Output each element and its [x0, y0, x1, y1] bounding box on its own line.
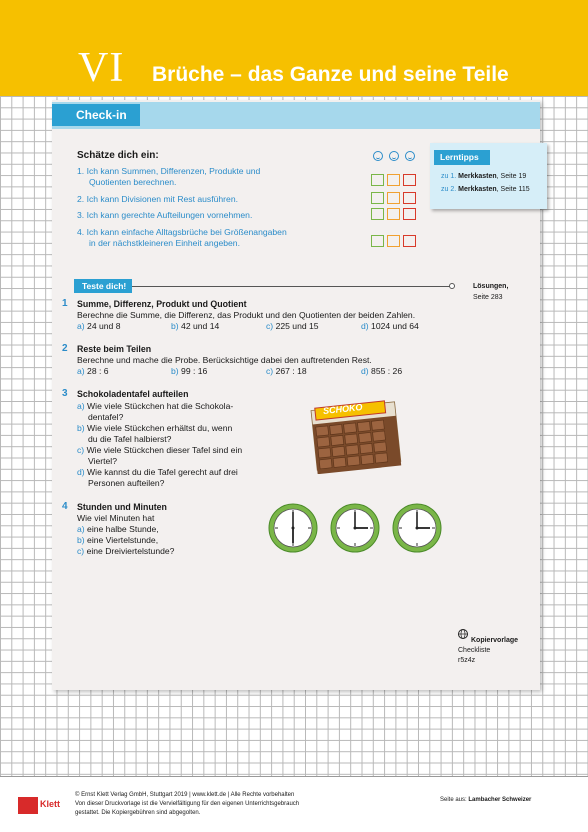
- option-label: c): [77, 445, 85, 455]
- line-text: Wie viele Stückchen erhältst du, wenn: [87, 423, 233, 433]
- option-label: d): [77, 467, 85, 477]
- chapter-header: [0, 0, 588, 96]
- clock-icon-three-quarter: [391, 502, 443, 554]
- task-text: Berechne die Summe, die Differenz, das Produkt und den Quotienten der beiden Zahlen.: [77, 310, 416, 320]
- footer-source: [440, 797, 531, 803]
- checkin-heading: Schätze dich ein:: [77, 150, 159, 161]
- option-value: eine halbe Stunde,: [87, 524, 159, 534]
- item-text: Ich kann Summen, Differenzen, Produkte und: [86, 166, 261, 176]
- option-label: b): [77, 423, 85, 433]
- task-number: 3: [62, 388, 68, 399]
- checkin-item-4: [77, 227, 287, 238]
- source-prefix: Seite aus:: [440, 797, 469, 803]
- arrow-circle-icon: [449, 283, 455, 289]
- option-label: a): [77, 401, 85, 411]
- checkin-item-1: [77, 166, 260, 177]
- option-value: 1024 und 64: [371, 321, 419, 331]
- lerntipps-title: Lerntipps: [434, 150, 490, 165]
- teste-tab: Teste dich!: [74, 279, 132, 293]
- line-text: Wie viele Stückchen hat die Schokola-: [87, 401, 234, 411]
- task-option: [77, 524, 159, 535]
- option-label: b): [171, 321, 179, 331]
- rating-box-orange[interactable]: [387, 174, 400, 186]
- task-number: 2: [62, 343, 68, 354]
- footer-line: © Ernst Klett Verlag GmbH, Stuttgart 2019 | www.klett.de | Alle Rechte vorbehalten: [75, 792, 295, 798]
- task-option: [361, 321, 419, 332]
- lerntipp-item[interactable]: [441, 173, 526, 180]
- rating-box-orange[interactable]: [387, 208, 400, 220]
- task-option: [266, 321, 319, 332]
- clock-icon-half-hour: [267, 502, 319, 554]
- lerntipp-prefix: zu 2.: [441, 186, 457, 193]
- option-label: c): [77, 546, 85, 556]
- option-label: a): [77, 524, 85, 534]
- option-label: a): [77, 321, 85, 331]
- smiley-icon: [389, 151, 399, 161]
- checkin-item-2: [77, 194, 238, 205]
- option-label: b): [171, 366, 179, 376]
- item-text: Ich kann Divisionen mit Rest ausführen.: [86, 194, 238, 204]
- rating-box-green[interactable]: [371, 235, 384, 247]
- item-number: 4.: [77, 227, 85, 237]
- task-intro: Wie viel Minuten hat: [77, 513, 155, 523]
- source-title: Lambacher Schweizer: [468, 797, 532, 803]
- checkin-item-3: [77, 210, 252, 221]
- option-label: d): [361, 366, 369, 376]
- task-option: [171, 321, 219, 332]
- rating-box-red[interactable]: [403, 208, 416, 220]
- klett-logo-icon: [18, 797, 38, 814]
- footer-line: Von dieser Druckvorlage ist die Vervielfältigung für den eigenen Unterrichtsgebrauch: [75, 801, 300, 807]
- lerntipp-bold: Merkkasten: [458, 173, 497, 180]
- task-line: Personen aufteilen?: [88, 478, 165, 488]
- task-title: Summe, Differenz, Produkt und Quotient: [77, 299, 247, 309]
- chapter-title: Brüche – das Ganze und seine Teile: [152, 63, 509, 86]
- task-number: 1: [62, 298, 68, 309]
- task-option: [77, 321, 121, 332]
- solutions-label: Lösungen,: [473, 283, 509, 290]
- rating-box-green[interactable]: [371, 174, 384, 186]
- rating-box-red[interactable]: [403, 174, 416, 186]
- item-text-continued: Quotienten berechnen.: [89, 177, 177, 187]
- option-value: eine Dreiviertelstunde?: [86, 546, 175, 556]
- smiley-icon: [405, 151, 415, 161]
- rating-box-red[interactable]: [403, 192, 416, 204]
- kopiervorlage-sub: Checkliste: [458, 647, 491, 654]
- task-line: [77, 423, 232, 434]
- option-value: 267 : 18: [275, 366, 307, 376]
- option-value: 855 : 26: [371, 366, 403, 376]
- task-option: [266, 366, 307, 377]
- rating-box-orange[interactable]: [387, 235, 400, 247]
- option-label: b): [77, 535, 85, 545]
- option-value: eine Viertelstunde,: [87, 535, 159, 545]
- clock-icon-quarter: [329, 502, 381, 554]
- task-option: [77, 535, 158, 546]
- option-value: 24 und 8: [87, 321, 121, 331]
- task-line: [77, 445, 242, 456]
- option-value: 28 : 6: [87, 366, 109, 376]
- item-text: Ich kann einfache Alltagsbrüche bei Größenangaben: [86, 227, 287, 237]
- option-label: c): [266, 321, 274, 331]
- line-text: Wie viele Stückchen dieser Tafel sind ein: [86, 445, 243, 455]
- option-value: 42 und 14: [181, 321, 220, 331]
- option-label: a): [77, 366, 85, 376]
- task-line: du die Tafel halbierst?: [88, 434, 172, 444]
- item-number: 1.: [77, 166, 85, 176]
- option-label: c): [266, 366, 274, 376]
- lerntipp-rest: , Seite 19: [496, 173, 527, 180]
- footer-line: gestattet. Die Kopiergebühren sind abgegolten.: [75, 810, 201, 816]
- task-line: dentafel?: [88, 412, 124, 422]
- kopiervorlage-code[interactable]: r5z4z: [458, 657, 476, 664]
- lerntipp-rest: , Seite 115: [496, 186, 530, 193]
- rating-box-orange[interactable]: [387, 192, 400, 204]
- kopiervorlage-title: Kopiervorlage: [471, 637, 519, 644]
- task-title: Stunden und Minuten: [77, 502, 167, 512]
- task-title: Reste beim Teilen: [77, 344, 152, 354]
- task-option: [77, 366, 109, 377]
- rating-box-red[interactable]: [403, 235, 416, 247]
- option-value: 225 und 15: [275, 321, 319, 331]
- line-text: Wie kannst du die Tafel gerecht auf drei: [87, 467, 238, 477]
- lerntipp-bold: Merkkasten: [458, 186, 497, 193]
- option-label: d): [361, 321, 369, 331]
- option-value: 99 : 16: [181, 366, 208, 376]
- item-number: 2.: [77, 194, 85, 204]
- task-line: [77, 401, 233, 412]
- task-line: [77, 467, 238, 478]
- task-option: [77, 546, 174, 557]
- lerntipp-item[interactable]: [441, 186, 530, 193]
- chocolate-wrapper-label: SCHOKO: [322, 401, 363, 417]
- smiley-icon: [373, 151, 383, 161]
- task-option: [171, 366, 207, 377]
- task-text: Berechne und mache die Probe. Berücksichtige dabei den auftretenden Rest.: [77, 355, 372, 365]
- rating-box-green[interactable]: [371, 192, 384, 204]
- lerntipp-prefix: zu 1.: [441, 173, 457, 180]
- item-number: 3.: [77, 210, 85, 220]
- rating-box-green[interactable]: [371, 208, 384, 220]
- item-text: Ich kann gerechte Aufteilungen vornehmen.: [86, 210, 253, 220]
- checkin-tab: Check-in: [52, 104, 140, 126]
- task-option: [361, 366, 402, 377]
- task-number: 4: [62, 501, 68, 512]
- task-line: Viertel?: [88, 456, 117, 466]
- solutions-page: Seite 283: [473, 294, 503, 301]
- item-text-continued: in der nächstkleineren Einheit angeben.: [89, 238, 240, 248]
- globe-icon: [458, 629, 468, 639]
- task-title: Schokoladentafel aufteilen: [77, 389, 189, 399]
- chapter-number: VI: [78, 45, 125, 91]
- klett-logo-text: Klett: [40, 799, 60, 809]
